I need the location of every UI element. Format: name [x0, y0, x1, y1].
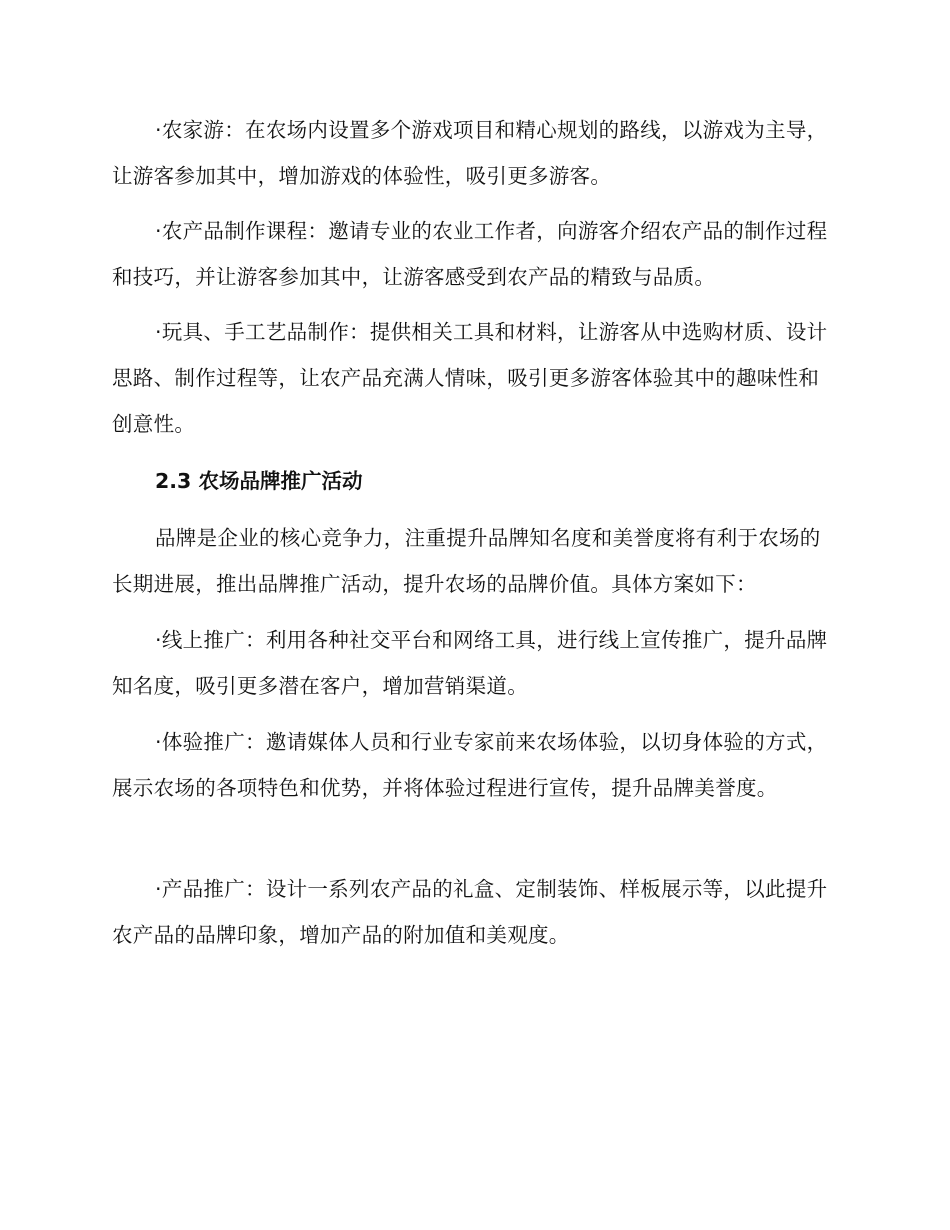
section-heading: 2.3 农场品牌推广活动	[155, 469, 363, 493]
bullet-product-course: ·农产品制作课程：邀请专业的农业工作者，向游客介绍农产品的制作过程和技巧，并让游客参加其中，让游客感受到农产品的精致与品质。	[112, 219, 828, 289]
bullet-handicraft: ·玩具、手工艺品制作：提供相关工具和材料，让游客从中选购材质、设计思路、制作过程等，让农产品充满人情味，吸引更多游客体验其中的趣味性和创意性。	[112, 320, 828, 436]
bullet-online-promotion: ·线上推广：利用各种社交平台和网络工具，进行线上宣传推广，提升品牌知名度，吸引更多潜在客户，增加营销渠道。	[112, 628, 828, 698]
bullet-farm-games: ·农家游：在农场内设置多个游戏项目和精心规划的路线，以游戏为主导，让游客参加其中，增加游戏的体验性，吸引更多游客。	[112, 118, 828, 188]
bullet-experience-promotion: ·体验推广：邀请媒体人员和行业专家前来农场体验，以切身体验的方式，展示农场的各项特色和优势，并将体验过程进行宣传，提升品牌美誉度。	[112, 730, 828, 800]
bullet-product-promotion: ·产品推广：设计一系列农产品的礼盒、定制装饰、样板展示等，以此提升农产品的品牌印象，增加产品的附加值和美观度。	[112, 877, 828, 947]
intro-paragraph: 品牌是企业的核心竞争力，注重提升品牌知名度和美誉度将有利于农场的长期进展，推出品牌推广活动，提升农场的品牌价值。具体方案如下：	[112, 526, 821, 596]
